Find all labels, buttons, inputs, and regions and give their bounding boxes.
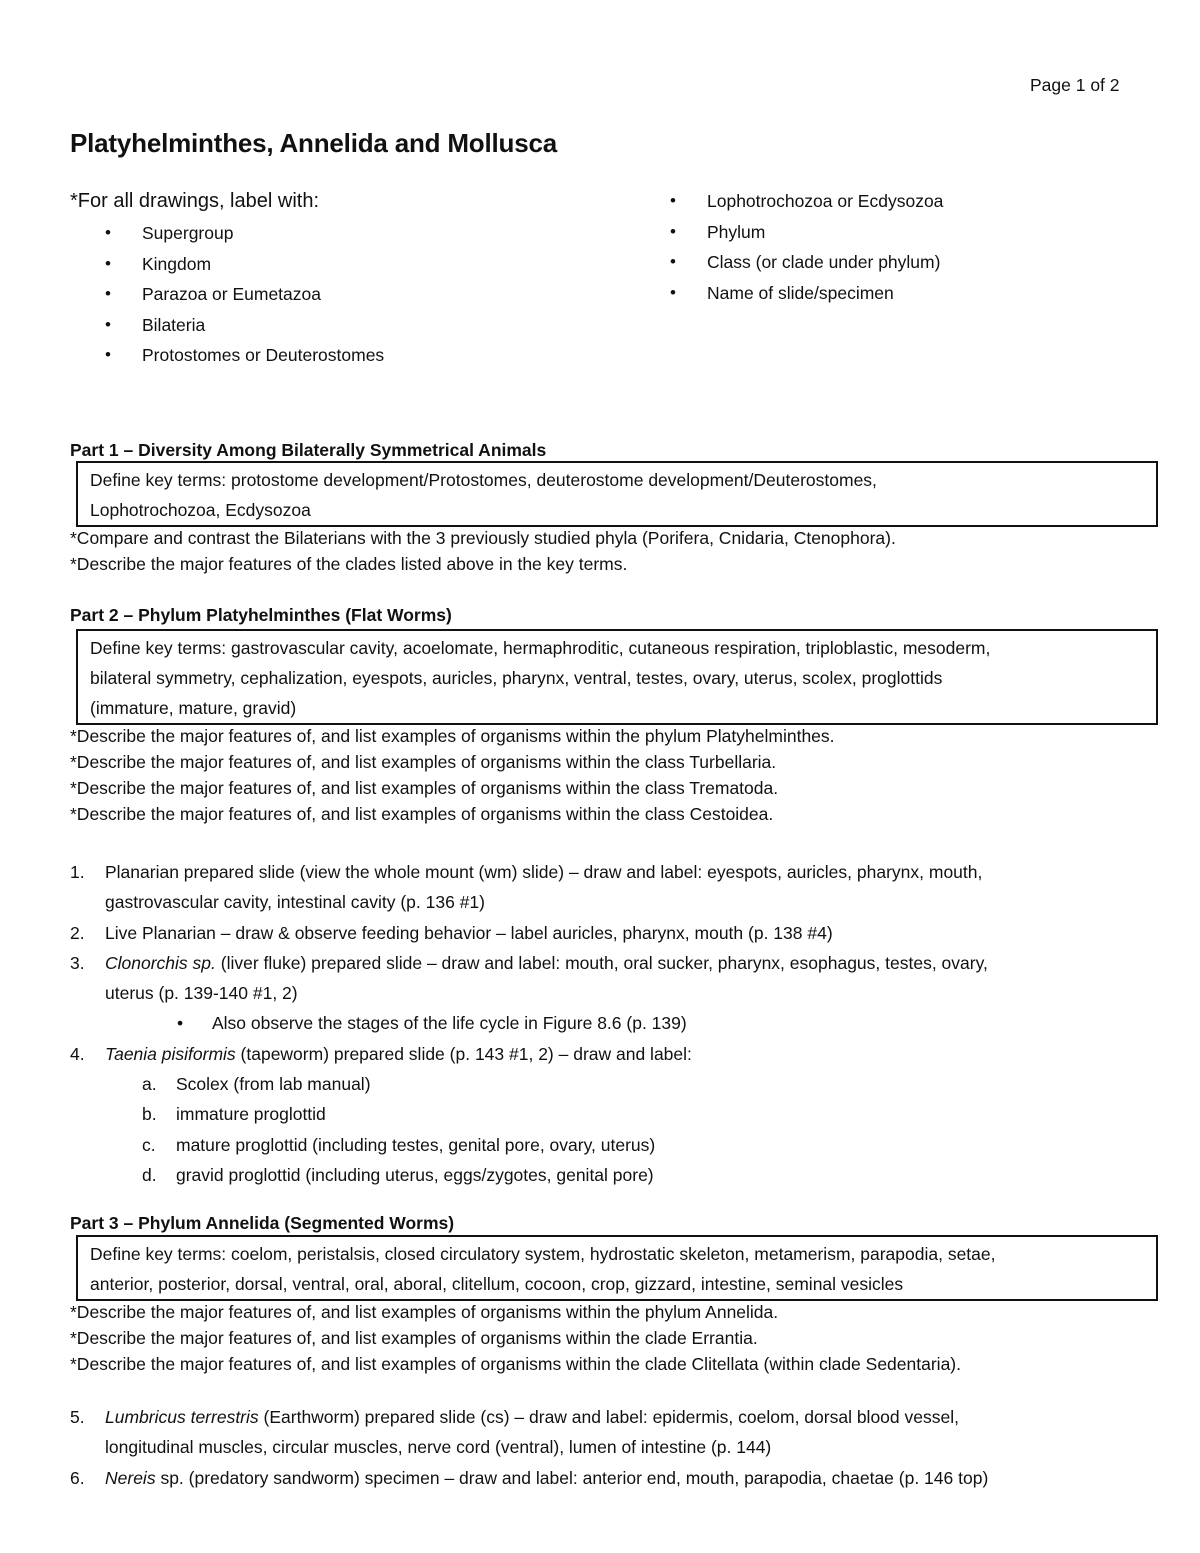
page-title: Platyhelminthes, Annelida and Mollusca	[70, 128, 557, 158]
list-item: a. Scolex (from lab manual)	[142, 1074, 371, 1095]
list-item: • Kingdom	[105, 249, 384, 280]
key-terms-line: Define key terms: protostome development/Protostomes, deuterostome development/Deuterostomes,	[90, 470, 877, 490]
species-name: Lumbricus terrestris	[105, 1407, 259, 1427]
part1-note: *Compare and contrast the Bilaterians with the 3 previously studied phyla (Porifera, Cnidaria, Ctenophora).	[70, 528, 896, 548]
key-terms-line: bilateral symmetry, cephalization, eyespots, auricles, pharynx, ventral, testes, ovary, uterus, scolex, proglottids	[90, 668, 943, 688]
label-list-left	[105, 218, 384, 371]
list-item: 5. Lumbricus terrestris (Earthworm) prepared slide (cs) – draw and label: epidermis, coelom, dorsal blood vessel,	[70, 1407, 959, 1427]
list-item: • Bilateria	[105, 310, 384, 341]
key-terms-line: Lophotrochozoa, Ecdysozoa	[90, 500, 311, 520]
part1-key-terms-box	[76, 461, 1158, 527]
list-item: 2. Live Planarian – draw & observe feeding behavior – label auricles, pharynx, mouth (p. 138 #4)	[70, 922, 833, 943]
list-item: • Phylum	[670, 217, 943, 248]
label-instructions-heading: *For all drawings, label with:	[70, 190, 319, 212]
part1-note: *Describe the major features of the clades listed above in the key terms.	[70, 554, 628, 574]
list-item: • Class (or clade under phylum)	[670, 247, 943, 278]
part2-note: *Describe the major features of, and list examples of organisms within the class Turbellaria.	[70, 752, 777, 772]
part3-heading: Part 3 – Phylum Annelida (Segmented Worms)	[70, 1213, 455, 1233]
key-terms-line: (immature, mature, gravid)	[90, 698, 297, 718]
page-number: Page 1 of 2	[1030, 75, 1120, 95]
key-terms-line: anterior, posterior, dorsal, ventral, oral, aboral, clitellum, cocoon, crop, gizzard, intestine, seminal vesicles	[90, 1274, 904, 1294]
list-item: 6. Nereis sp. (predatory sandworm) specimen – draw and label: anterior end, mouth, parapodia, chaetae (p. 146 top)	[70, 1467, 989, 1488]
part3-key-terms-box	[76, 1235, 1158, 1301]
part2-note: *Describe the major features of, and list examples of organisms within the class Cestoidea.	[70, 804, 774, 824]
species-name: Taenia pisiformis	[105, 1043, 236, 1064]
list-item: • Also observe the stages of the life cycle in Figure 8.6 (p. 139)	[177, 1013, 687, 1034]
part2-note: *Describe the major features of, and list examples of organisms within the phylum Platyhelminthes.	[70, 726, 835, 746]
list-item: • Parazoa or Eumetazoa	[105, 279, 384, 310]
list-item: • Supergroup	[105, 218, 384, 249]
list-item: b. immature proglottid	[142, 1104, 326, 1125]
part2-procedure-list: 1. Planarian prepared slide (view the whole mount (wm) slide) – draw and label: eyespots, auricles, pharynx, mouth, gastrovascular cavity, intestinal cavity (p. 136 #1) 2. Live Planarian – draw & observe feeding behavior – label auricles, pharynx, mouth (p. 138 #4) 3. Clonorchis sp. (liver fluke) prepared slide – draw and label: mouth, oral sucker, pharynx, esophagus, testes, ovary, uterus (p. 139-140 #1, 2) • Also observe the stages of the life cycle in Figure 8.6 (p. 139) 4. Taenia pisiformis (tapeworm) prepared slide (p. 143 #1, 2) – draw and label: a. Scolex (from lab manual) b. immature proglottid c. mature proglottid (including testes, genital pore, ovary, uterus) d. gravid proglottid (including uterus, eggs/zygotes, genital pore)	[70, 857, 1170, 1190]
species-name: Nereis	[105, 1467, 156, 1488]
part3-note: *Describe the major features of, and list examples of organisms within the clade Errantia.	[70, 1328, 758, 1348]
part3-procedure-list: 5. Lumbricus terrestris (Earthworm) prepared slide (cs) – draw and label: epidermis, coelom, dorsal blood vessel, longitudinal muscles, circular muscles, nerve cord (ventral), lumen of intestine (p. 144) 6. Nereis sp. (predatory sandworm) specimen – draw and label: anterior end, mouth, parapodia, chaetae (p. 146 top)	[70, 1402, 1170, 1493]
part3-note: *Describe the major features of, and list examples of organisms within the phylum Annelida.	[70, 1302, 779, 1322]
part3-note: *Describe the major features of, and list examples of organisms within the clade Clitellata (within clade Sedentaria).	[70, 1354, 961, 1374]
list-item: 3. Clonorchis sp. (liver fluke) prepared slide – draw and label: mouth, oral sucker, pharynx, esophagus, testes, ovary,	[70, 952, 988, 973]
key-terms-line: Define key terms: coelom, peristalsis, closed circulatory system, hydrostatic skeleton, metamerism, parapodia, setae,	[90, 1244, 996, 1264]
label-list-right	[670, 186, 943, 308]
list-item: d. gravid proglottid (including uterus, eggs/zygotes, genital pore)	[142, 1164, 654, 1185]
list-item: 1. Planarian prepared slide (view the whole mount (wm) slide) – draw and label: eyespots, auricles, pharynx, mouth,	[70, 862, 983, 882]
list-item: • Protostomes or Deuterostomes	[105, 340, 384, 371]
part2-key-terms-box	[76, 629, 1158, 725]
list-item: • Lophotrochozoa or Ecdysozoa	[670, 186, 943, 217]
part2-note: *Describe the major features of, and list examples of organisms within the class Trematoda.	[70, 778, 779, 798]
species-name: Clonorchis sp.	[105, 952, 216, 973]
part2-heading: Part 2 – Phylum Platyhelminthes (Flat Worms)	[70, 605, 452, 625]
list-item: • Name of slide/specimen	[670, 278, 943, 309]
part1-heading: Part 1 – Diversity Among Bilaterally Symmetrical Animals	[70, 440, 547, 460]
list-item: 4. Taenia pisiformis (tapeworm) prepared slide (p. 143 #1, 2) – draw and label:	[70, 1043, 692, 1064]
key-terms-line: Define key terms: gastrovascular cavity, acoelomate, hermaphroditic, cutaneous respiration, triploblastic, mesoderm,	[90, 638, 991, 658]
list-item: c. mature proglottid (including testes, genital pore, ovary, uterus)	[142, 1134, 656, 1155]
